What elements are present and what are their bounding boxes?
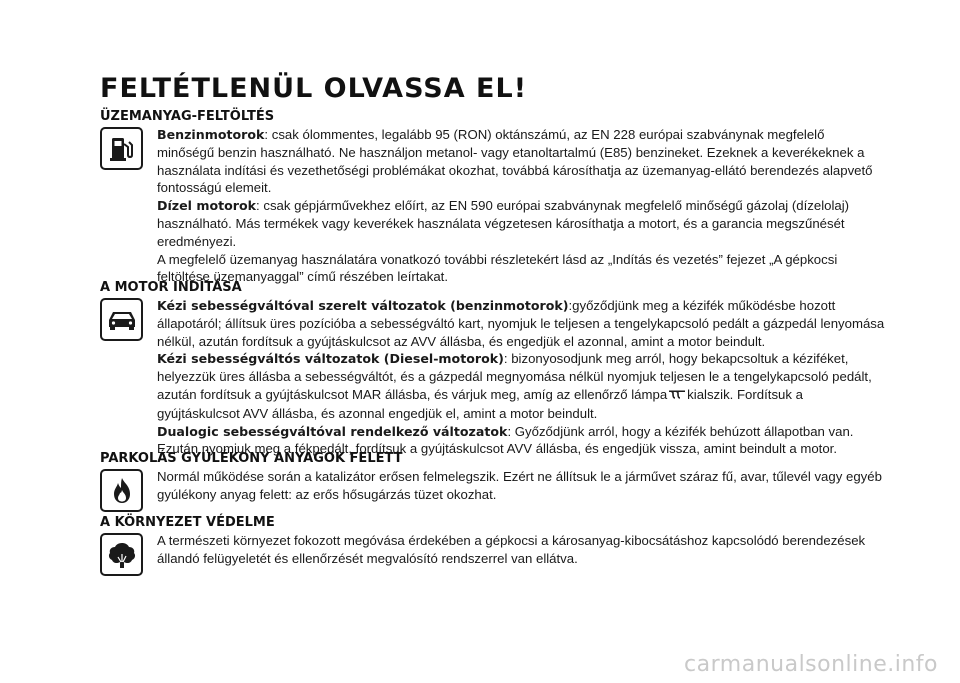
page-title: FELTÉTLENÜL OLVASSA EL! (100, 73, 528, 104)
paragraph-text: : csak ólommentes, legalább 95 (RON) oktánszámú, az EN 228 európai szabványnak megfelelő minőségű benzin használható. Ne használjon metanol- vagy etanoltartalmú (E85) benzineket. Ezeknek a keverékeknek a használata indítási és vezethetőségi problémákat okozhat, továbbá károsíthatja az üzemanyag-ellátó berendezés alapvető fontosságú elemeit. (157, 127, 873, 196)
paragraph-term: Kézi sebességváltós változatok (Diesel-motorok) (157, 351, 504, 367)
paragraph (157, 197, 885, 250)
section-body-environment (100, 532, 885, 568)
section-environment (100, 514, 885, 568)
fuel-pump-icon (100, 127, 143, 170)
section-title-environment: A KÖRNYEZET VÉDELME (100, 515, 275, 530)
paragraph (157, 297, 885, 350)
paragraph-text-after: kialszik. Fordítsuk a gyújtáskulcsot AVV állásba, és azonnal engedjük el, amint a motor beindult. (157, 386, 803, 421)
paragraph (157, 532, 885, 568)
paragraph-term: Dualogic sebességváltóval rendelkező változatok (157, 423, 508, 439)
paragraph (157, 126, 885, 197)
section-title-fuel: ÜZEMANYAG-FELTÖLTÉS (100, 109, 275, 124)
paragraph-term: Benzinmotorok (157, 127, 265, 142)
paragraph-text: A megfelelő üzemanyag használatára vonatkozó további részletekért lásd az „Indítás és vezetés” fejezet „A gépkocsi feltöltése üzemanyaggal” című részében leírtakat. (157, 251, 838, 285)
paragraph (157, 350, 885, 422)
section-engine-start (100, 279, 885, 458)
paragraph-term: Dízel motorok (157, 198, 257, 214)
paragraph-text: : csak gépjárművekhez előírt, az EN 590 európai szabványnak megfelelő minőségű gázolaj (dízelolaj) használható. Más termékek vagy keverékek használata végzetesen károsíthatja a motort, és a garancia megszűnését eredményezi. (157, 198, 850, 249)
paragraph-text: Normál működése során a katalizátor erősen felmelegszik. Ezért ne állítsuk le a járművet száraz fű, avar, tűlevél vagy egyéb gyúlékony anyag felett: az erős hősugárzás tüzet okozhat. (157, 469, 882, 502)
section-parking (100, 450, 885, 504)
tree-icon (100, 533, 143, 576)
watermark: carmanualsonline.info (684, 652, 938, 677)
paragraph-term: Kézi sebességváltóval szerelt változatok (benzinmotorok) (157, 298, 569, 313)
paragraph (157, 468, 885, 504)
section-body-engine-start (100, 297, 885, 458)
section-body-fuel (100, 126, 885, 286)
section-title-parking: PARKOLÁS GYÚLÉKONY ANYAGOK FELETT (100, 451, 403, 466)
section-fuel (100, 108, 885, 286)
paragraph-text: :győződjünk meg a kézifék működésbe hozott állapotáról; állítsuk üres pozícióba a sebességváltó kart, nyomjuk le teljesen a tengelykapcsoló pedált a gázpedál lenyomása nélkül, azután fordítsuk a gyújtáskulcsot az AVV állásba, és engedjük el azonnal, amint a motor beindult. (157, 298, 885, 349)
glow-plug-icon (669, 387, 685, 405)
car-icon (100, 298, 143, 341)
section-title-engine-start: A MOTOR INDÍTÁSA (100, 280, 242, 295)
section-body-parking (100, 468, 885, 504)
paragraph-text: : Győződjünk arról, hogy a kézifék behúzott állapotban van. Ezután nyomjuk meg a fékpedált, fordítsuk a gyújtáskulcsot AVV állásba, és engedjük vissza, amint beindult a motor. (157, 423, 854, 457)
fire-icon (100, 469, 143, 512)
paragraph-text: A természeti környezet fokozott megóvása érdekében a gépkocsi a károsanyag-kibocsátáshoz kapcsolódó berendezések állandó felügyeletét és ellenőrzését megvalósító rendszerrel van ellátva. (157, 533, 866, 566)
paragraph-text: : bizonyosodjunk meg arról, hogy bekapcsoltuk a kéziféket, helyezzük üres állásba a sebességváltót, és a gázpedál megnyomása nélkül nyomjuk teljesen le a tengelykapcsoló pedált, azután fordítsuk a gyújtáskulcsot MAR állásba, és várjuk meg, amíg az ellenőrző lámpa (157, 351, 872, 402)
